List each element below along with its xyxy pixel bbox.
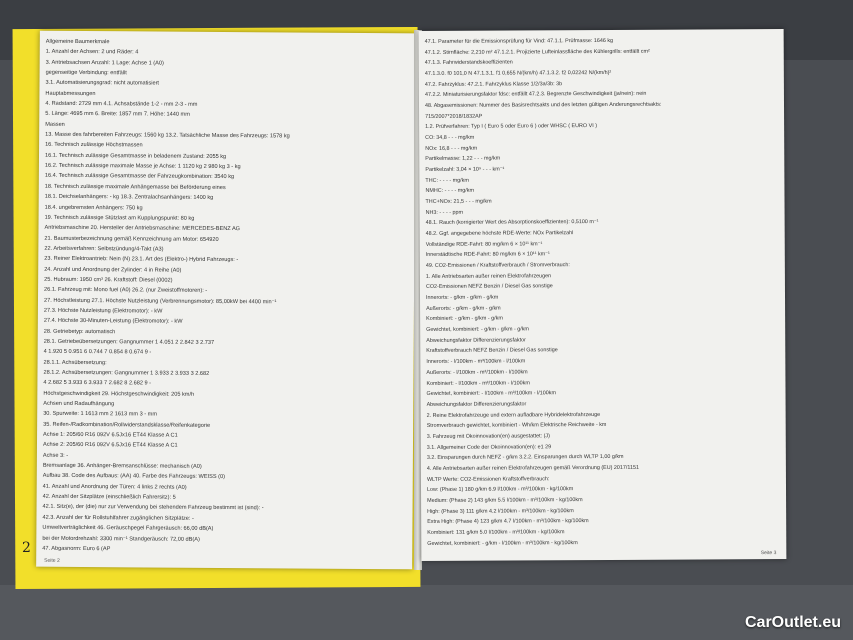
document-line: 16.1. Technisch zulässige Gesamtmasse in beladenem Zustand: 2055 kg bbox=[44, 152, 227, 160]
document-line: Kombiniert: - g/km - g/km - g/km bbox=[426, 315, 503, 323]
document-line: THC+NOx: 21,5 - - - mg/km bbox=[425, 198, 492, 206]
handwritten-mark: 2 bbox=[22, 540, 31, 556]
document-line: Höchstgeschwindigkeit 29. Höchstgeschwindigkeit: 205 km/h bbox=[43, 390, 195, 398]
document-line: 16. Technisch zulässige Höchstmassen bbox=[45, 142, 143, 149]
document-line: Partikelmasse: 1,22 - - - mg/km bbox=[425, 155, 501, 163]
document-line: THC: - - - - mg/km bbox=[425, 177, 469, 184]
document-line: 42.3. Anzahl der für Rollstuhlfahrer zugänglichen Sitzplätze: - bbox=[42, 514, 194, 522]
document-line: Antriebsmaschine 20. Hersteller der Antriebsmaschine: MERCEDES-BENZ AG bbox=[44, 224, 241, 233]
document-line: 28. Getriebetyp: automatisch bbox=[43, 328, 116, 335]
document-line: 47.2.2. Miniaturisierungsfaktor fdsc: entfällt 47.2.3. Begrenzte Geschwindigkeit (ja/nein): nein bbox=[424, 91, 647, 99]
document-line: 24. Anzahl und Anordnung der Zylinder: 4 in Reihe (A0) bbox=[44, 266, 182, 274]
document-line: bei der Motordrehzahl: 3300 min⁻¹ Standgeräusch: 72,00 dB(A) bbox=[42, 535, 200, 543]
right-page-text bbox=[425, 37, 781, 547]
document-line: 47.1. Parameter für die Emissionsprüfung für Vind: 47.1.1. Prüfmasse: 1646 kg bbox=[424, 37, 614, 45]
document-line: Außerorts: - l/100km - m³/100km - l/100km bbox=[426, 369, 528, 376]
document-line: Low: (Phase 1) 180 g/km 6.9 l/100km - m³/100km - kg/100km bbox=[427, 486, 574, 494]
document-line: 48.1. Rauch (korrigierter Wert des Absorptionskoeffizienten): 0,5100 m⁻¹ bbox=[425, 219, 599, 227]
document-line: 3. Fahrzeug mit Ökoinnovation(en) ausgestattet: (J) bbox=[426, 433, 550, 440]
document-line: 22. Arbeitsverfahren: Selbstzündung/4-Takt (A3) bbox=[44, 245, 164, 253]
document-line: 16.2. Technisch zulässige maximale Masse je Achse: 1 1120 kg 2 980 kg 3 - kg bbox=[44, 162, 241, 171]
document-line: 3.1. Automatisierungsgrad: nicht automatisiert bbox=[45, 80, 160, 87]
document-line: Massen bbox=[45, 121, 65, 128]
document-line: Achse 1: 205/60 R16 092V 6.5Jx16 ET44 Klasse A C1 bbox=[43, 431, 178, 439]
document-line: 27.3. Höchste Nutzleistung (Elektromotor): - kW bbox=[43, 307, 163, 315]
document-line: NMHC: - - - - mg/km bbox=[425, 188, 474, 195]
document-line: 4. Alle Antriebsarten außer reinen Elektrofahrzeugen gemäß Verordnung (EU) 2017/1151 bbox=[426, 464, 639, 472]
left-page-footer: Seite 2 bbox=[44, 557, 60, 564]
document-line: 19. Technisch zulässige Stützlast am Kupplungspunkt: 80 kg bbox=[44, 214, 195, 222]
document-line: Partikelzahl: 3,04 × 10⁹ - - - km⁻¹ bbox=[425, 166, 505, 173]
document-line: Innerstädtische RDE-Fahrt: 80 mg/km 6 × 10¹¹ km⁻¹ bbox=[425, 251, 550, 259]
document-line: Vollständige RDE-Fahrt: 80 mg/km 6 × 10¹¹ km⁻¹ bbox=[425, 241, 543, 248]
document-line: 49. CO2-Emissionen / Kraftstoffverbrauch / Stromverbrauch: bbox=[425, 262, 570, 270]
left-page-text bbox=[42, 39, 410, 556]
document-line: Außerorts: - g/km - g/km - g/km bbox=[426, 305, 501, 312]
document-line: Gewichtet, kombiniert: - g/km - l/100km - m³/100km - kg/100km bbox=[427, 539, 578, 547]
document-line: 13. Masse des fahrbereiten Fahrzeugs: 1560 kg 13.2. Tatsächliche Masse des Fahrzeugs: 1578 kg bbox=[45, 131, 290, 140]
background-bottom bbox=[0, 585, 853, 640]
document-line: 30. Spurweite: 1 1613 mm 2 1613 mm 3 - mm bbox=[43, 411, 158, 418]
document-line: Achse 2: 205/60 R16 092V 6.5Jx16 ET44 Klasse A C1 bbox=[42, 442, 178, 450]
document-line: Extra High: (Phase 4) 123 g/km 4.7 l/100km - m³/100km - kg/100km bbox=[427, 518, 589, 526]
document-line: 4. Radstand: 2729 mm 4.1. Achsabstände 1-2 - mm 2-3 - mm bbox=[45, 100, 198, 108]
document-line: Achse 3: - bbox=[42, 452, 69, 459]
document-line: 1. Anzahl der Achsen: 2 und Räder: 4 bbox=[45, 49, 139, 56]
document-line: 41. Anzahl und Anordnung der Türen: 4 links 2 rechts (A0) bbox=[42, 483, 187, 491]
document-line: Hauptabmessungen bbox=[45, 90, 96, 97]
document-line: 3.2. Einsparungen durch NEFZ - g/km 3.2.2. Einsparungen durch WLTP 1,00 g/km bbox=[426, 454, 624, 462]
document-line: 3. Antriebsachsen Anzahl: 1 Lage: Achse 1 (A0) bbox=[45, 59, 164, 67]
document-line: Medium: (Phase 2) 143 g/km 5.5 l/100km - m³/100km - kg/100km bbox=[427, 496, 583, 504]
document-line: 47.1.3. Fahrwiderstandskoeffizienten bbox=[424, 59, 513, 67]
document-line: High: (Phase 3) 111 g/km 4.2 l/100km - m³/100km - kg/100km bbox=[427, 507, 574, 515]
document-line: Bremsanlage 36. Anhänger-Bremsanschlüsse: mechanisch (A0) bbox=[42, 462, 202, 470]
document-line: Abweichungsfaktor Differenzierungsfaktor bbox=[426, 401, 527, 408]
document-line: 3.1. Allgemeiner Code der Ökoinnovation(en): e1 29 bbox=[426, 443, 552, 451]
document-line: Kombiniert: - l/100km - m³/100km - l/100km bbox=[426, 379, 530, 387]
document-line: 27.4. Höchste 30-Minuten-Leistung (Elektromotor): - kW bbox=[43, 318, 183, 325]
document-line: 28.1.2. Achsübersetzungen: Gangnummer 1 3.933 2 3.933 3 2.682 bbox=[43, 369, 210, 377]
document-line: Abweichungsfaktor Differenzierungsfaktor bbox=[426, 337, 526, 344]
document-line: 18.1. Deichselanhängers: - kg 18.3. Zentralachsanhängers: 1400 kg bbox=[44, 193, 214, 202]
document-line: Aufbau 38. Code des Aufbaus: (AA) 40. Farbe des Fahrzeugs: WEISS (0) bbox=[42, 473, 226, 481]
right-document-page bbox=[419, 29, 787, 561]
document-line: 48.2. Ggf. angegebene höchste RDE-Werte: NOx Partikelzahl bbox=[425, 230, 574, 238]
document-line: CO2-Emissionen NEFZ Benzin / Diesel Gas sonstige bbox=[425, 283, 553, 291]
document-line: Gewichtet, kombiniert: - l/100km - m³/100km - l/100km bbox=[426, 390, 556, 398]
document-line: 48. Abgasemissionen: Nummer des Basisrechtsakts und des letzten gültigen Änderungsrechtsakts: bbox=[424, 101, 662, 109]
document-line: Umweltverträglichkeit 46. Geräuschpegel Fahrgeräusch: 66,00 dB(A) bbox=[42, 524, 214, 533]
document-line: 1.2. Prüfverfahren: Typ I ( Euro 5 oder Euro 6 ) oder WHSC ( EURO VI ) bbox=[425, 123, 598, 131]
document-line: 28.1.1. Achsübersetzung: bbox=[43, 359, 107, 366]
document-line: 18.4. ungebremsten Anhängers: 750 kg bbox=[44, 204, 143, 211]
document-line: 4 2.682 5 3.933 6 3.933 7 2.682 8 2.682 9 - bbox=[43, 380, 152, 387]
document-line: 18. Technisch zulässige maximale Anhängemasse bei Beförderung eines bbox=[44, 183, 226, 191]
document-line: Achsen und Radaufhängung bbox=[43, 400, 115, 408]
document-line: NH3: - - - - ppm bbox=[425, 209, 464, 216]
document-line: 27. Höchstleistung 27.1. Höchste Nutzleistung (Verbrennungsmotor): 85,00kW bei 4400 min⁻¹ bbox=[43, 297, 277, 305]
right-page-footer: Seite 3 bbox=[760, 550, 777, 557]
document-line: 5. Länge: 4695 mm 6. Breite: 1857 mm 7. Höhe: 1440 mm bbox=[45, 111, 190, 119]
document-line: CO: 34,8 - - - mg/km bbox=[425, 134, 475, 141]
document-line: 2. Reine Elektrofahrzeuge und extern aufladbare Hybridelektrofahrzeuge bbox=[426, 411, 601, 419]
document-line: NOx: 16,8 - - - mg/km bbox=[425, 145, 478, 152]
left-document-page bbox=[36, 31, 416, 570]
document-line: 47.1.2. Stirnfläche: 2,210 m² 47.1.2.1. Projizierte Lufteinlassfläche des Kühlergrills: entfällt cm² bbox=[424, 48, 650, 56]
document-line: Allgemeine Baumerkmale bbox=[45, 38, 110, 46]
document-line: Stromverbrauch gewichtet, kombiniert - Wh/km Elektrische Reichweite - km bbox=[426, 422, 607, 430]
document-line: WLTP Werte: CO2-Emissionen Kraftstoffverbrauch: bbox=[426, 475, 550, 483]
document-line: 42.1. Sitz(e), der (die) nur zur Verwendung bei stehendem Fahrzeug bestimmt ist (sind): - bbox=[42, 504, 264, 512]
document-line: 42. Anzahl der Sitzplätze (einschließlich Fahrersitz): 5 bbox=[42, 493, 176, 501]
watermark-logo: CarOutlet.eu bbox=[744, 614, 841, 631]
document-line: 28.1. Getriebeübersetzungen: Gangnummer 1 4.051 2 2.842 3 2.737 bbox=[43, 338, 215, 346]
document-line: Innerorts: - l/100km - m³/100km - l/100km bbox=[426, 358, 526, 366]
document-line: 47. Abgasnorm: Euro 6 (AP bbox=[42, 545, 111, 553]
document-line: 47.2. Fahrzyklus: 47.2.1. Fahrzyklus Klasse 1/2/3a/3b: 3b bbox=[424, 80, 563, 88]
document-line: 26.1. Fahrzeug mit: Mono fuel (A0) 26.2. (nur Zweistoffmotoren): - bbox=[44, 286, 208, 295]
document-line: 47.1.3.0. f0 101,0 N 47.1.3.1. f1 0,655 N/(km/h) 47.1.3.2. f2 0,02242 N/(km/h)² bbox=[424, 69, 612, 77]
document-line: 21. Baumusterbezeichnung gemäß Kennzeichnung am Motor: 654920 bbox=[44, 235, 219, 243]
document-line: 16.4. Technisch zulässige Gesamtmasse der Fahrzeugkombination: 3540 kg bbox=[44, 173, 235, 181]
document-line: Kraftstoffverbrauch NEFZ Benzin / Diesel Gas sonstige bbox=[426, 347, 558, 355]
document-line: gegenseitige Verbindung: entfällt bbox=[45, 69, 127, 77]
document-line: 25. Hubraum: 1950 cm³ 26. Kraftstoff: Diesel (0002) bbox=[44, 276, 173, 284]
document-line: Gewichtet, kombiniert: - g/km - g/km - g/km bbox=[426, 326, 529, 334]
document-line: 23. Reiner Elektroantrieb: Nein (N) 23.1. Art des (Elektro-) Hybrid Fahrzeugs: - bbox=[44, 255, 239, 264]
document-line: 1. Alle Antriebsarten außer reinen Elektrofahrzeugen bbox=[425, 273, 552, 280]
document-line: 4 1.920 5 0.951 6 0.744 7 0.854 8 0.674 9 - bbox=[43, 349, 152, 356]
document-line: 715/2007*2018/1832AP bbox=[425, 113, 483, 120]
document-line: Kombiniert: 131 g/km 5.0 l/100km - m³/100km - kg/100km bbox=[427, 529, 565, 536]
document-line: 35. Reifen-/Radkombination/Rollwiderstandsklasse/Reifenkategorie bbox=[43, 421, 211, 429]
document-line: Innerorts: - g/km - g/km - g/km bbox=[425, 294, 499, 302]
